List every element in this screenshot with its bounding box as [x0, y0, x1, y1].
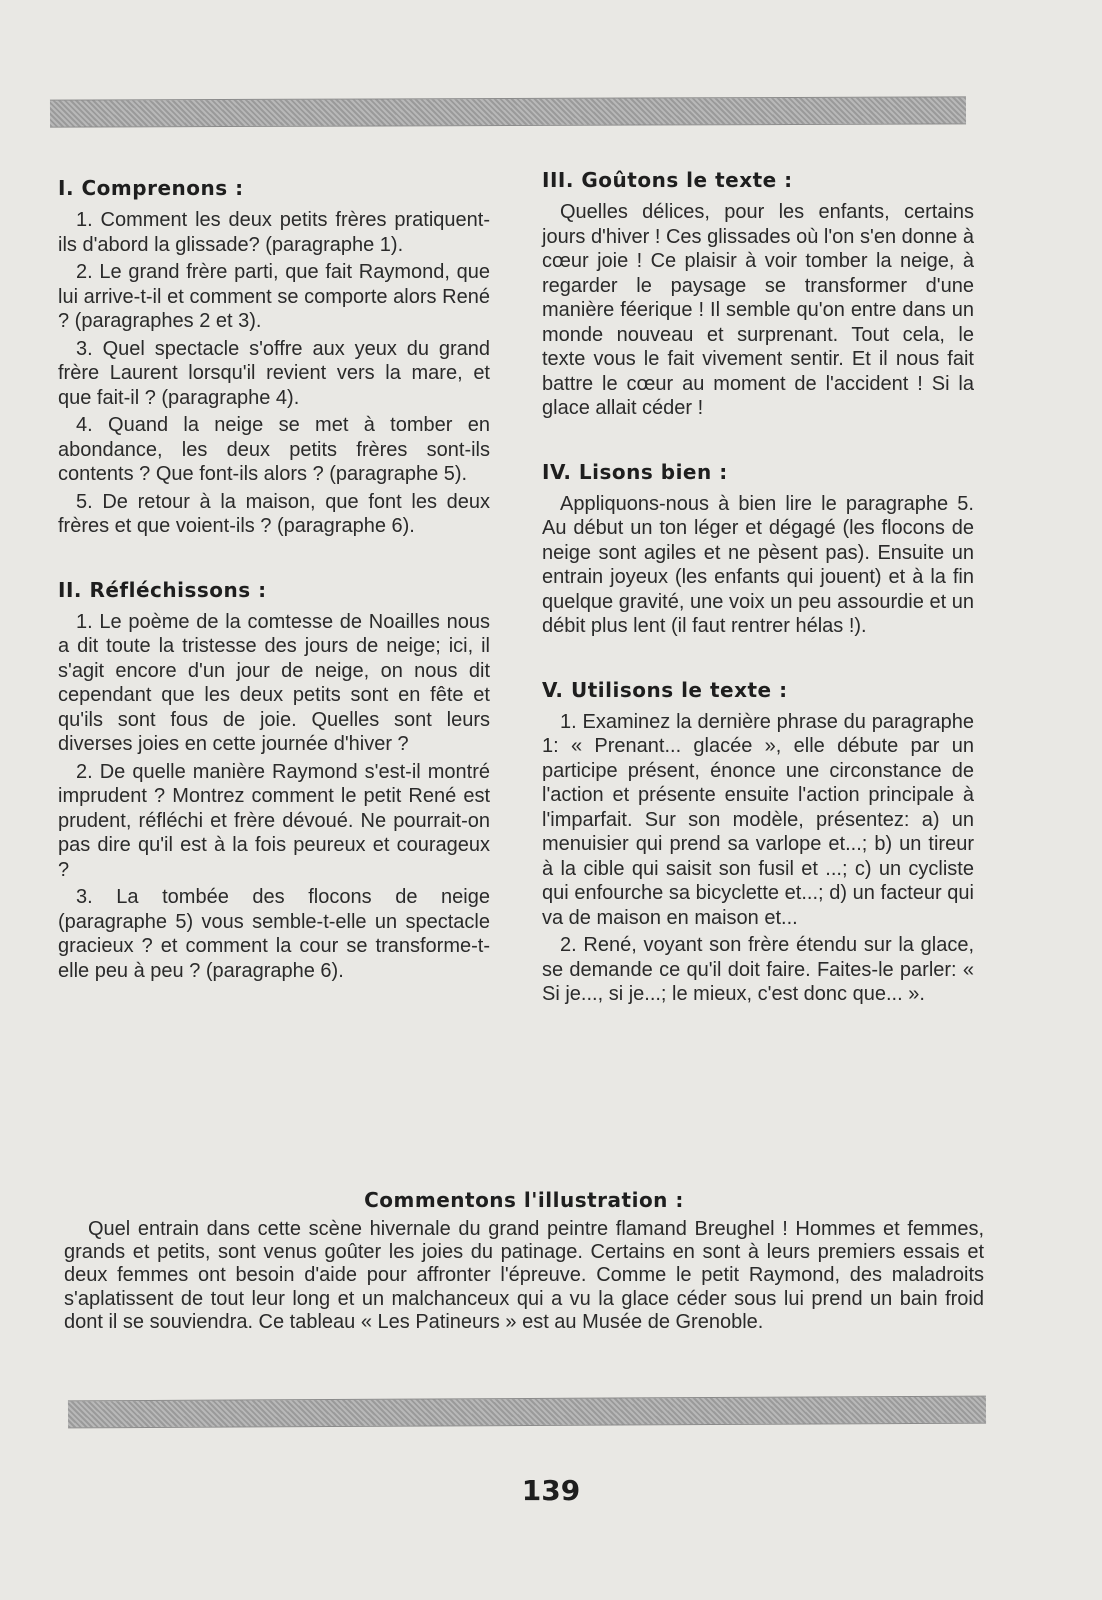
section-lisons [542, 460, 974, 639]
section-utilisons [542, 678, 974, 1007]
section-illustration [64, 1188, 984, 1337]
section-goutons [542, 168, 974, 421]
section-heading: III. Goûtons le texte : [542, 168, 793, 192]
section-comprenons [58, 176, 490, 539]
right-column [542, 168, 974, 1010]
section-heading: V. Utilisons le texte : [542, 677, 788, 702]
question-paragraph: 1. Comment les deux petits frères pratiquent-ils d'abord la glissade? (paragraphe 1). [58, 209, 490, 256]
body-paragraph: Quelles délices, pour les enfants, certains jours d'hiver ! Ces glissades où l'on s'en donne à cœur joie ! Ce plaisir à voir tomber la neige, à regarder le paysage se transformer d'une manière féerique ! Il semble qu'on entre dans un monde nouveau et surprenant. Tout cela, le texte vous le fait vivement sentir. Et il nous fait battre le cœur au moment de l'accident ! Si la glace allait céder ! [542, 201, 974, 419]
question-paragraph: 4. Quand la neige se met à tomber en abondance, les deux petits frères sont-ils contents ? Que font-ils alors ? (paragraphe 5). [58, 414, 490, 485]
illustration-paragraph: Quel entrain dans cette scène hivernale du grand peintre flamand Breughel ! Hommes et femmes, grands et petits, sont venus goûter les joies du patinage. Certains en sont à leurs premiers essais et deux femmes ont besoin d'aide pour affronter l'épreuve. Comme le petit Raymond, des maladroits s'aplatissent de tout leur long et un malchanceux qui a vu la glace céder sous lui prend un bain froid dont il se souviendra. Ce tableau « Les Patineurs » est au Musée de Grenoble. [64, 1218, 984, 1333]
question-paragraph: 2. René, voyant son frère étendu sur la glace, se demande ce qu'il doit faire. Faites-le parler: « Si je..., si je...; le mieux, c'est donc que... ». [542, 934, 974, 1005]
page-number: 139 [521, 1474, 581, 1507]
question-paragraph: 1. Le poème de la comtesse de Noailles nous a dit toute la tristesse des jours de neige; ici, il s'agit encore d'un jour de neige, on nous dit cependant que les deux petits sont en fête et qu'ils sont fous de joie. Quelles sont leurs diverses joies en cette journée d'hiver ? [58, 610, 490, 755]
left-column [58, 176, 490, 986]
question-paragraph: 5. De retour à la maison, que font les deux frères et que voient-ils ? (paragraphe 6). [58, 490, 490, 537]
bottom-decorative-bar [68, 1396, 986, 1429]
body-paragraph: Appliquons-nous à bien lire le paragraphe 5. Au début un ton léger et dégagé (les flocons de neige sont agiles et ne pèsent pas). Ensuite un entrain joyeux (les enfants qui jouent) et à la fin quelque gravité, une voix un peu assourdie et un débit plus lent (il faut rentrer hélas !). [542, 492, 974, 637]
top-decorative-bar [50, 96, 966, 127]
question-paragraph: 2. Le grand frère parti, que fait Raymond, que lui arrive-t-il et comment se comporte alors René ? (paragraphes 2 et 3). [58, 261, 490, 332]
section-heading: I. Comprenons : [58, 176, 244, 200]
section-heading: Commentons l'illustration : [364, 1188, 684, 1212]
section-heading: IV. Lisons bien : [542, 459, 728, 484]
section-heading: II. Réfléchissons : [58, 577, 267, 602]
question-paragraph: 2. De quelle manière Raymond s'est-il montré imprudent ? Montrez comment le petit René est prudent, réfléchi et frère dévoué. Ne pourrait-on pas dire qu'il est à la fois peureux et courageux ? [58, 760, 490, 881]
question-paragraph: 1. Examinez la dernière phrase du paragraphe 1: « Prenant... glacée », elle débute par un participe présent, énonce une circonstance de l'action et présente ensuite l'action principale à l'imparfait. Sur son modèle, présentez: a) un menuisier qui prend sa varlope et...; b) un tireur à la cible qui saisit son fusil et ...; c) un cycliste qui enfourche sa bicyclette et...; d) un facteur qui va de maison en maison et... [542, 710, 974, 929]
question-paragraph: 3. La tombée des flocons de neige (paragraphe 5) vous semble-t-elle un spectacle gracieux ? et comment la cour se transforme-t-elle peu à peu ? (paragraphe 6). [58, 886, 490, 982]
section-reflechissons [58, 578, 490, 984]
question-paragraph: 3. Quel spectacle s'offre aux yeux du grand frère Laurent lorsqu'il revient vers la mare, et que fait-il ? (paragraphe 4). [58, 337, 490, 409]
